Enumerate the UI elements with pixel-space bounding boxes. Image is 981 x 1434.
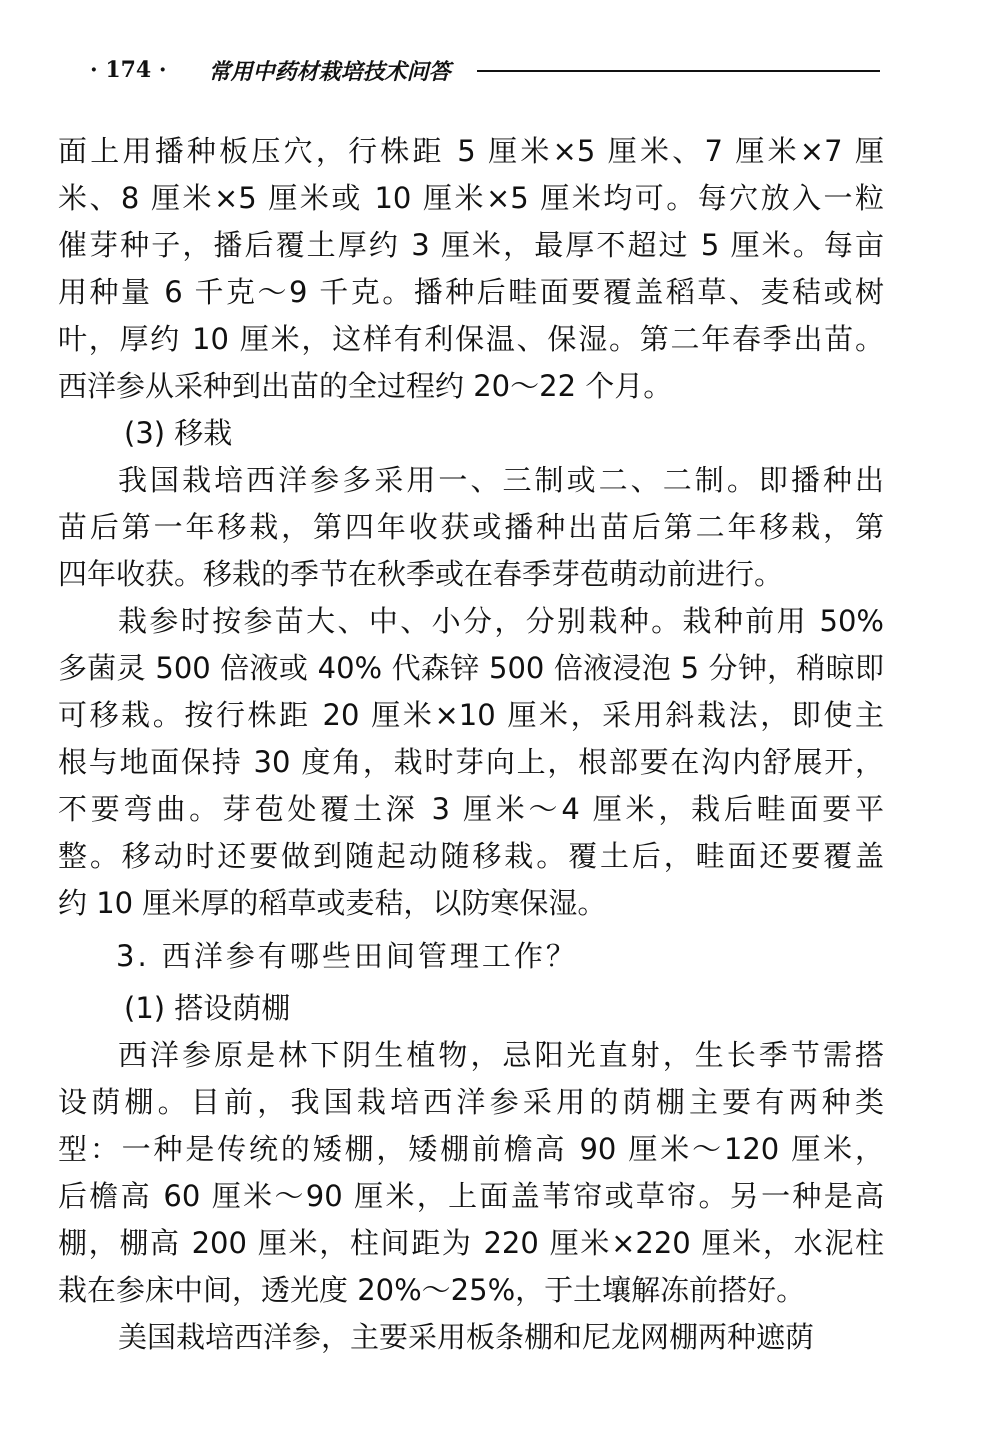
running-title: 常用中药材栽培技术问答 [208,58,451,85]
text-line: 叶，厚约 10 厘米，这样有利保温、保湿。第二年春季出苗。 [58,322,884,356]
text-line: 苗后第一年移栽，第四年收获或播种出苗后第二年移栽，第 [58,510,884,544]
text-line: 栽参时按参苗大、中、小分，分别栽种。栽种前用 50% [118,604,884,638]
text-line: 设荫棚。目前，我国栽培西洋参采用的荫棚主要有两种类 [58,1085,884,1119]
text-line: 约 10 厘米厚的稻草或麦秸，以防寒保湿。 [58,886,607,920]
text-line: 可移栽。按行株距 20 厘米×10 厘米，采用斜栽法，即使主 [58,698,884,732]
text-line: 西洋参从采种到出苗的全过程约 20～22 个月。 [58,369,673,403]
text-line: 用种量 6 千克～9 千克。播种后畦面要覆盖稻草、麦秸或树 [58,275,884,309]
text-line: 型：一种是传统的矮棚，矮棚前檐高 90 厘米～120 厘米， [58,1132,884,1166]
text-line: 后檐高 60 厘米～90 厘米，上面盖苇帘或草帘。另一种是高 [58,1179,884,1213]
text-line: 西洋参原是林下阴生植物，忌阳光直射，生长季节需搭 [118,1038,884,1072]
subheading-shade-shed: (1) 搭设荫棚 [124,991,291,1025]
text-line: 面上用播种板压穴，行株距 5 厘米×5 厘米、7 厘米×7 厘 [58,134,884,168]
text-line: 不要弯曲。芽苞处覆土深 3 厘米～4 厘米，栽后畦面要平 [58,792,884,826]
text-line: 整。移动时还要做到随起动随移栽。覆土后，畦面还要覆盖 [58,839,884,873]
text-line: 栽在参床中间，透光度 20%～25%，于土壤解冻前搭好。 [58,1273,806,1307]
text-line: 我国栽培西洋参多采用一、三制或二、二制。即播种出 [118,463,884,497]
text-line: 美国栽培西洋参，主要采用板条棚和尼龙网棚两种遮荫 [118,1320,815,1354]
header-rule [477,70,880,72]
text-line: 米、8 厘米×5 厘米或 10 厘米×5 厘米均可。每穴放入一粒 [58,181,884,215]
subheading-transplanting: (3) 移栽 [124,416,233,450]
text-line: 棚，棚高 200 厘米，柱间距为 220 厘米×220 厘米，水泥柱 [58,1226,884,1260]
text-line: 多菌灵 500 倍液或 40% 代森锌 500 倍液浸泡 5 分钟，稍晾即 [58,651,884,685]
page-number: · 174 · [90,57,167,83]
section-heading: 3. 西洋参有哪些田间管理工作？ [116,939,578,973]
text-line: 四年收获。移栽的季节在秋季或在春季芽苞萌动前进行。 [58,557,784,591]
text-line: 根与地面保持 30 度角，栽时芽向上，根部要在沟内舒展开， [58,745,884,779]
page-header [90,48,880,92]
page-body [58,128,884,1361]
text-line: 催芽种子，播后覆土厚约 3 厘米，最厚不超过 5 厘米。每亩 [58,228,884,262]
